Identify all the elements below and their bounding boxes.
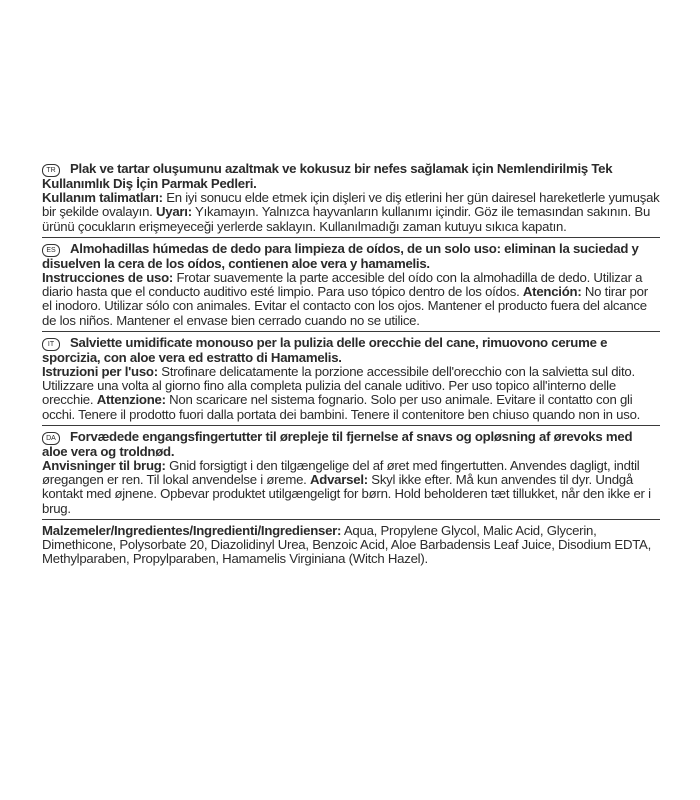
language-badge: TR <box>42 164 60 177</box>
section-body <box>42 365 660 422</box>
section-title-text: Forvædede engangsfingertutter til ørepleje til fjernelse af snavs og opløsning af ørevoks med aloe vera og troldnød. <box>42 428 633 459</box>
section-title-text: Plak ve tartar oluşumunu azaltmak ve kokusuz bir nefes sağlamak için Nemlendirilmiş Tek Kullanımlık Diş İçin Parmak Pedleri. <box>42 161 613 191</box>
language-badge: IT <box>42 338 60 351</box>
warning-text: No tirar por el inodoro. Utilizar sólo con animales. Evitar el contacto con los ojos. Mantener el producto fuera del alcance de los niños. Mantener el envase bien cerrado cuando no se utilice. <box>42 284 648 328</box>
section-title-text: Almohadillas húmedas de dedo para limpieza de oídos, de un solo uso: eliminan la suciedad y disuelven la cera de los oídos, contienen aloe vera y hamamelis. <box>42 240 639 271</box>
instructions-label: Kullanım talimatları: <box>42 190 163 206</box>
warning-text: Non scaricare nel sistema fognario. Solo per uso animale. Evitare il contatto con gli occhi. Tenere il prodotto fuori dalla portata dei bambini. Tenere il contenitore ben chiuso quando non in uso. <box>42 392 641 422</box>
section-tr <box>42 158 660 238</box>
instructions-text: Gnid forsigtigt i den tilgængelige del af øret med fingertutten. Anvendes dagligt, indtil øregangen er ren. Til lokal anvendelse i øreme. <box>42 458 640 488</box>
instructions-text: Strofinare delicatamente la porzione accessibile dell'orecchio con la salvietta sul dito. Utilizzare una volta al giorno fino alla completa pulizia del canale uditivo. Per uso topico all'interno delle orecchie. <box>42 364 635 408</box>
section-title <box>42 430 660 459</box>
warning-text: Skyl ikke efter. Må kun anvendes til dyr. Undgå kontakt med øjnene. Opbevar produktet utilgængeligt for børn. Hold beholderen tæt tillukket, når den ikke er i brug. <box>42 472 651 516</box>
warning-label: Atención: <box>522 284 582 300</box>
warning-label: Attenzione: <box>96 392 166 408</box>
ingredients-body <box>42 524 660 567</box>
section-da <box>42 426 660 520</box>
section-body <box>42 191 660 234</box>
section-es <box>42 238 660 332</box>
product-label-text <box>42 158 660 569</box>
warning-label: Uyarı: <box>155 204 192 220</box>
section-title <box>42 242 660 271</box>
language-badge: DA <box>42 432 60 445</box>
section-ingredients <box>42 520 660 570</box>
section-it <box>42 332 660 426</box>
section-body <box>42 271 660 328</box>
instructions-label: Istruzioni per l'uso: <box>42 364 158 380</box>
instructions-label: Anvisninger til brug: <box>42 458 166 474</box>
instructions-text: Frotar suavemente la parte accesible del oído con la almohadilla de dedo. Utilizar a diario hasta que el conducto auditivo esté limpio. Para uso tópico dentro de los oídos. <box>42 270 643 300</box>
ingredients-text: Aqua, Propylene Glycol, Malic Acid, Glycerin, Dimethicone, Polysorbate 20, Diazolidinyl Urea, Benzoic Acid, Aloe Barbadensis Leaf Juice, Disodium EDTA, Methylparaben, Propylparaben, Hamamelis Virginiana (Witch Hazel). <box>42 522 652 567</box>
instructions-text: En iyi sonucu elde etmek için dişleri ve diş etlerini her gün dairesel hareketlerle yumuşak bir şekilde ovalayın. <box>42 190 660 220</box>
warning-label: Advarsel: <box>310 472 368 488</box>
section-title-text: Salviette umidificate monouso per la pulizia delle orecchie del cane, rimuovono cerume e sporcizia, con aloe vera ed estratto di Hamamelis. <box>42 334 608 365</box>
ingredients-label: Malzemeler/Ingredientes/Ingredienti/Ingredienser: <box>42 522 342 538</box>
warning-text: Yıkamayın. Yalnızca hayvanların kullanımı içindir. Göz ile temasından sakının. Bu ürünü çocukların erişmeyeceği yerlerde saklayın. Kullanılmadığı zaman kutuyu sıkıca kapatın. <box>42 204 651 234</box>
language-badge: ES <box>42 244 60 257</box>
section-title <box>42 162 660 191</box>
section-title <box>42 336 660 365</box>
section-body <box>42 459 660 516</box>
instructions-label: Instrucciones de uso: <box>42 270 174 286</box>
